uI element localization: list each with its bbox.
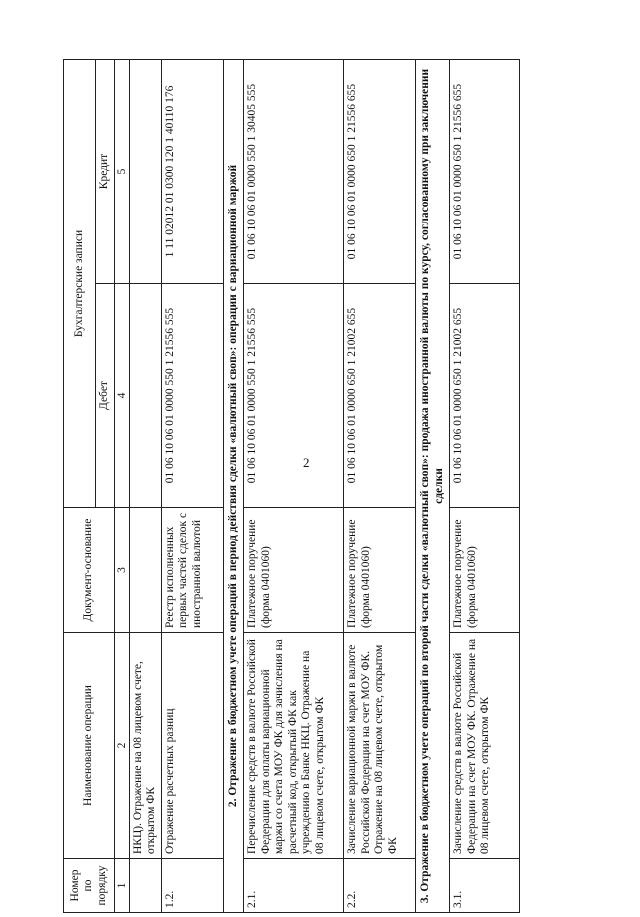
operation-name: Зачисление средств в валюте Российской Федерации на счет МОУ ФК. Отражение на 08 лицевом счете, открытом ФК (450, 633, 520, 859)
credit-entry: 01 06 10 06 01 0000 650 1 21556 655 (344, 60, 416, 284)
table-row (129, 60, 161, 913)
debit-entry (129, 284, 161, 508)
header-credit: Кредит (96, 60, 115, 284)
column-number-1: 1 (114, 859, 129, 913)
document-basis: Платежное поручение (форма 0401060) (244, 508, 344, 633)
column-number-2: 2 (114, 633, 129, 859)
document-basis (129, 508, 161, 633)
row-number: 2.1. (244, 859, 344, 913)
debit-entry: 01 06 10 06 01 0000 650 1 21002 655 (450, 284, 520, 508)
credit-entry: 01 06 10 06 01 0000 550 1 30405 555 (244, 60, 344, 284)
debit-entry: 01 06 10 06 01 0000 550 1 21556 555 (161, 284, 223, 508)
section-3-title: 3. Отражение в бюджетном учете операций по второй части сделки «валютный своп»: продажа иностранной валюты по курсу, согласованному при заключении сделки (416, 60, 450, 913)
column-number-5: 5 (114, 60, 129, 284)
table-row (450, 60, 520, 913)
header-operation: Наименование операции (64, 633, 115, 859)
header-entries: Бухгалтерские записи (64, 60, 96, 508)
accounting-entries-table (63, 59, 520, 913)
header-document: Документ-основание (64, 508, 115, 633)
rotated-page (63, 60, 640, 913)
section-row (416, 60, 450, 913)
credit-entry: 1 11 02012 01 0300 120 1 40110 176 (161, 60, 223, 284)
credit-entry (129, 60, 161, 284)
document-basis: Платежное поручение (форма 0401060) (344, 508, 416, 633)
section-row (223, 60, 244, 913)
operation-name: Отражение расчетных разниц (161, 633, 223, 859)
debit-entry: 01 06 10 06 01 0000 650 1 21002 655 (344, 284, 416, 508)
operation-name: НКЦ). Отражение на 08 лицевом счете, открытом ФК (129, 633, 161, 859)
table-row (244, 60, 344, 913)
document-basis: Платежное поручение (форма 0401060) (450, 508, 520, 633)
operation-name: Перечисление средств в валюте Российской Федерации для оплаты вариационной маржи со счета МОУ ФК для зачисления на расчетный код, открытый ФК как учреждению в Банке НКЦ. Отражение на 08 лицевом счете, открытом ФК (244, 633, 344, 859)
row-number: 1.2. (161, 859, 223, 913)
header-number: Номер по порядку (64, 859, 115, 913)
debit-entry: 01 06 10 06 01 0000 550 1 21556 555 (244, 284, 344, 508)
page-number: 2 (303, 455, 310, 470)
section-2-title: 2. Отражение в бюджетном учете операций в период действия сделки «валютный своп»: операции с вариационной маржой (223, 60, 244, 913)
operation-name: Зачисление вариационной маржи в валюте Российской Федерации на счет МОУ ФК. Отражение на 08 лицевом счете, открытом ФК (344, 633, 416, 859)
row-number: 3.1. (450, 859, 520, 913)
row-number (129, 859, 161, 913)
column-number-4: 4 (114, 284, 129, 508)
row-number: 2.2. (344, 859, 416, 913)
document-basis: Реестр исполненных первых частей сделок с иностранной валютой (161, 508, 223, 633)
column-number-3: 3 (114, 508, 129, 633)
table-row (344, 60, 416, 913)
header-debit: Дебет (96, 284, 115, 508)
credit-entry: 01 06 10 06 01 0000 650 1 21556 655 (450, 60, 520, 284)
table-row (161, 60, 223, 913)
